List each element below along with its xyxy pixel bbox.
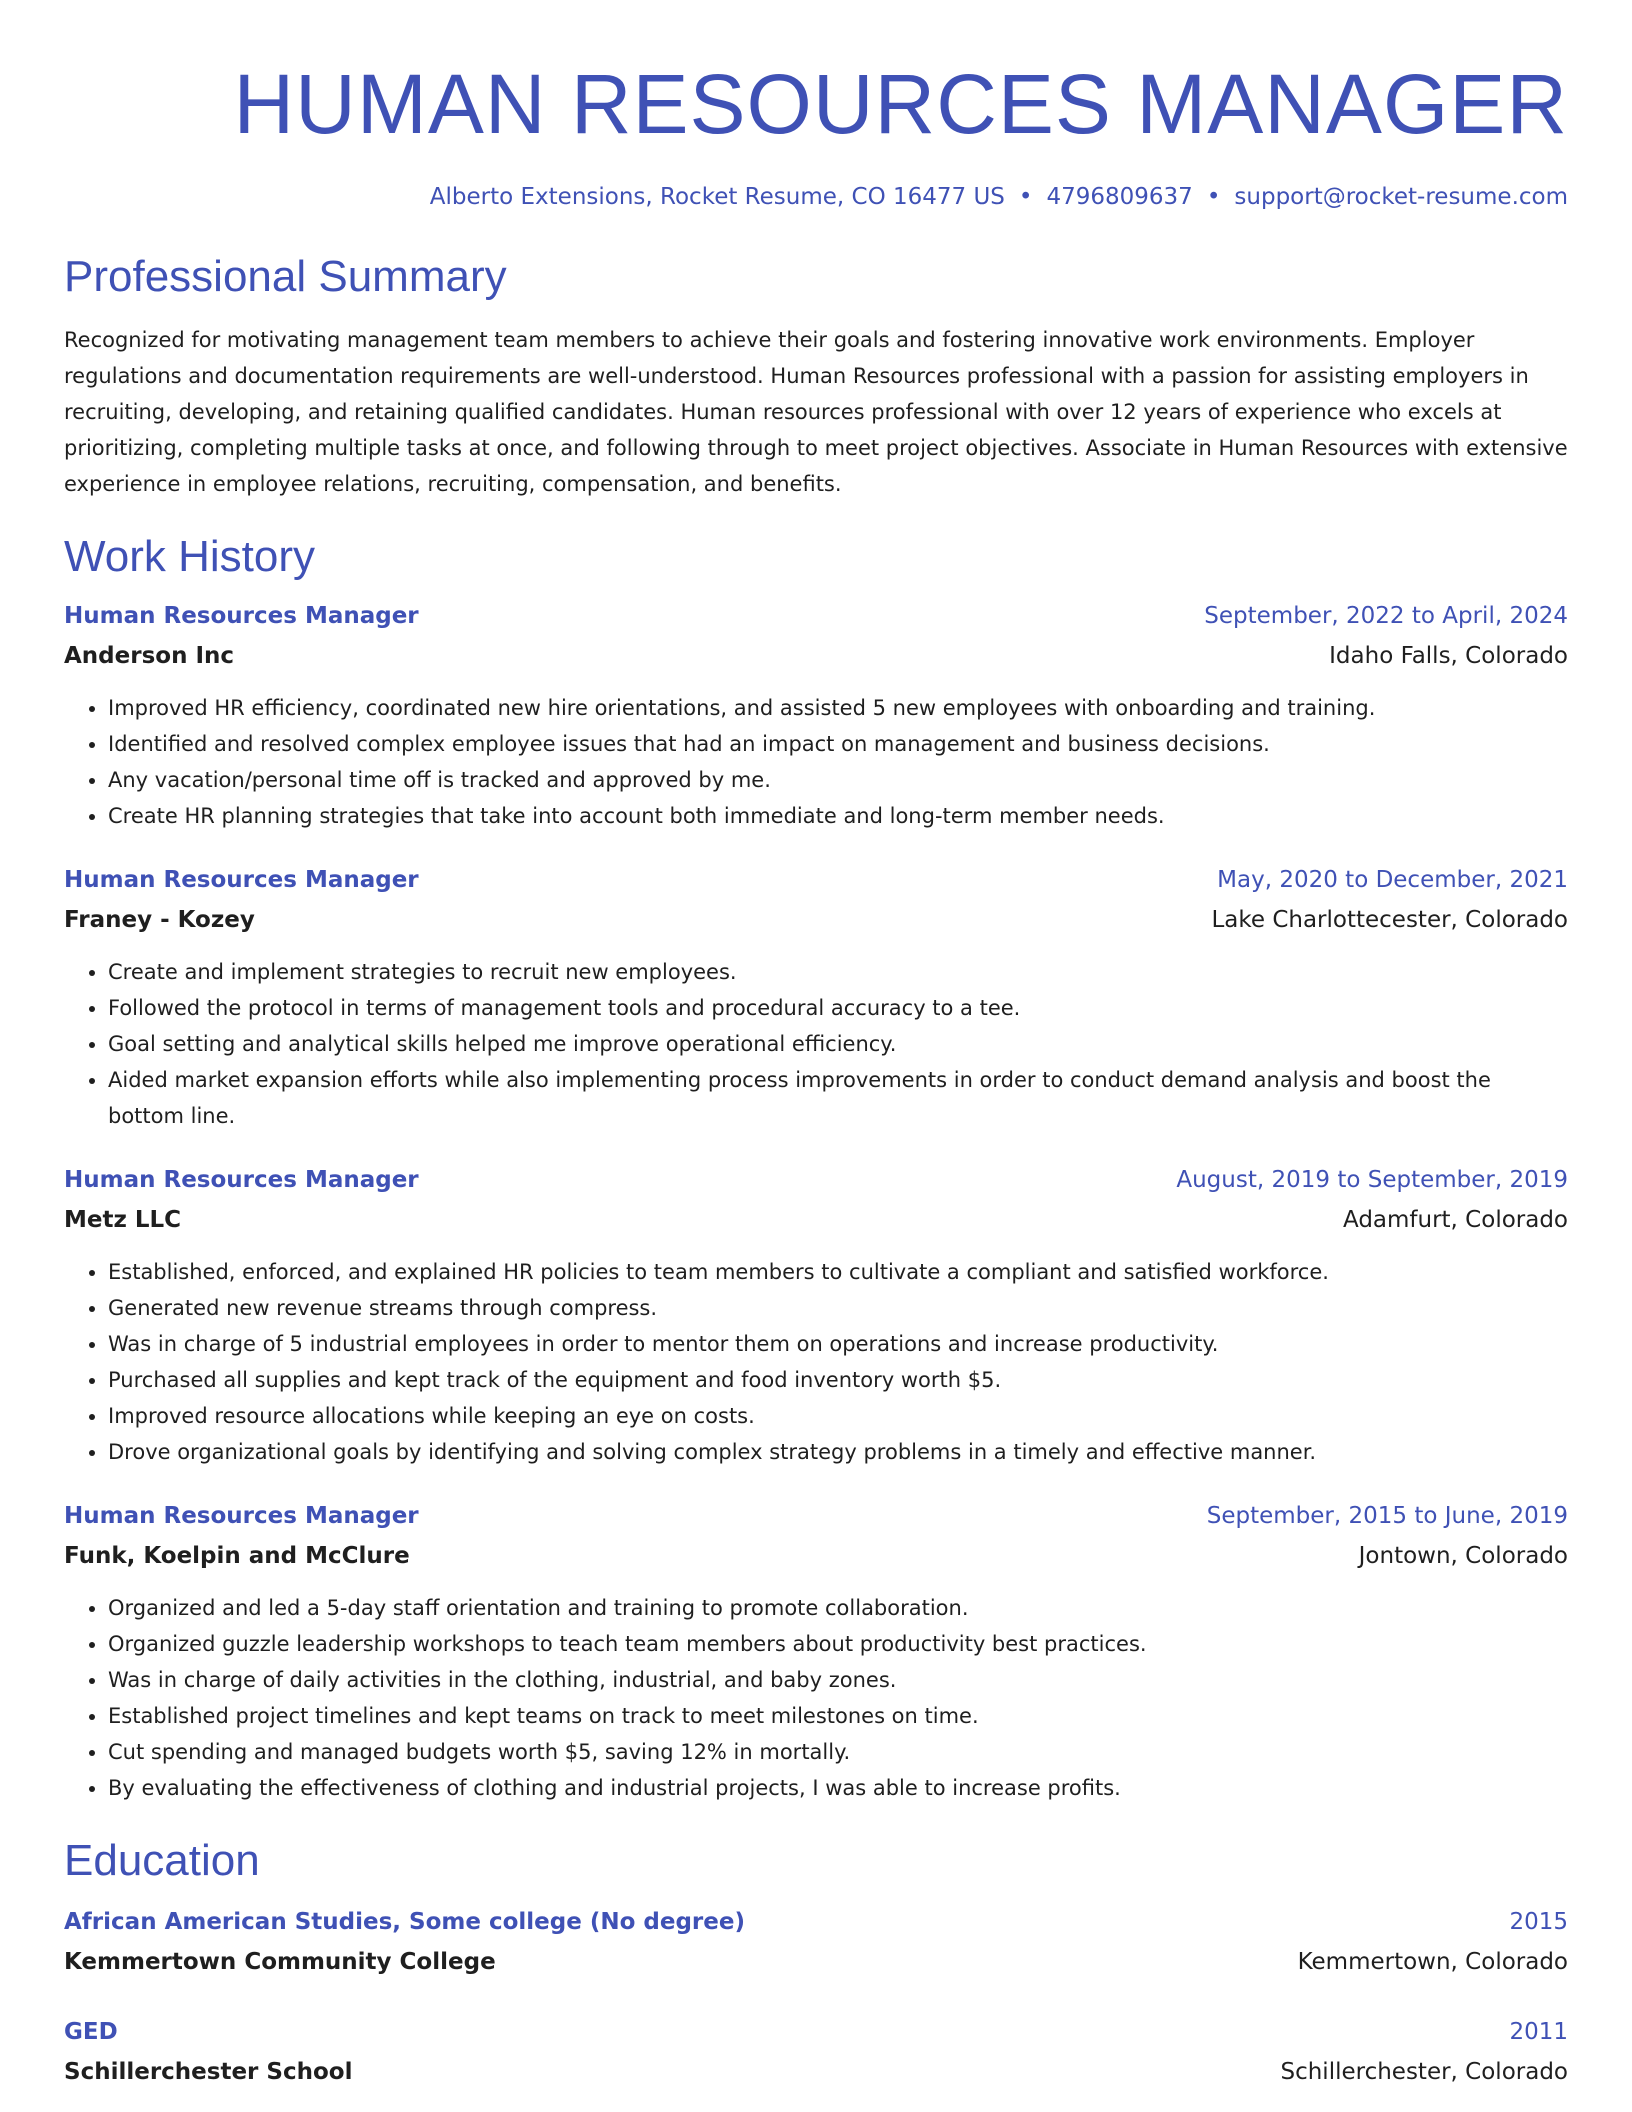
job-bullet: • Established, enforced, and explained HR policies to team members to cultivate a compliant and satisfied workforce. — [108, 1254, 1568, 1290]
job-company: Anderson Inc — [64, 643, 235, 669]
education-entry — [64, 1906, 1568, 1978]
job-dates: May, 2020 to December, 2021 — [1217, 867, 1568, 893]
job-bullet: • Purchased all supplies and kept track of the equipment and food inventory worth $5. — [108, 1362, 1568, 1398]
contact-email: support@rocket-resume.com — [1234, 184, 1568, 210]
education-location: Kemmertown, Colorado — [1297, 1949, 1568, 1975]
job-bullet: • Organized and led a 5-day staff orientation and training to promote collaboration. — [108, 1590, 1568, 1626]
contact-separator: • — [1018, 184, 1033, 210]
job-bullet: • Organized guzzle leadership workshops to teach team members about productivity best practices. — [108, 1626, 1568, 1662]
job-bullets — [64, 1254, 1568, 1470]
job-role: Human Resources Manager — [64, 867, 419, 893]
job-entry — [64, 1164, 1568, 1470]
job-entry — [64, 600, 1568, 834]
job-bullet: • Improved HR efficiency, coordinated new hire orientations, and assisted 5 new employees with onboarding and training. — [108, 690, 1568, 726]
education-school: Kemmertown Community College — [64, 1949, 496, 1975]
summary-text: Recognized for motivating management team members to achieve their goals and fostering innovative work environments. Employer regulations and documentation requirements are well-understood. Human Resources professional with a passion for assisting employers in recruiting, developing, and retaining qualified candidates. Human resources professional with over 12 years of experience who excels at prioritizing, completing multiple tasks at once, and following through to meet project objectives. Associate in Human Resources with extensive experience in employee relations, recruiting, compensation, and benefits. — [64, 328, 1568, 496]
job-location: Adamfurt, Colorado — [1342, 1207, 1568, 1233]
contact-address: Alberto Extensions, Rocket Resume, CO 16477 US — [429, 184, 1005, 210]
education-degree: African American Studies, Some college (No degree) — [64, 1909, 745, 1935]
job-bullet: • Cut spending and managed budgets worth $5, saving 12% in mortally. — [108, 1734, 1568, 1770]
job-bullet: • Create and implement strategies to recruit new employees. — [108, 954, 1568, 990]
job-dates: September, 2015 to June, 2019 — [1206, 1503, 1568, 1529]
job-company: Metz LLC — [64, 1207, 182, 1233]
job-bullet: • Goal setting and analytical skills helped me improve operational efficiency. — [108, 1026, 1568, 1062]
job-bullet: • Any vacation/personal time off is tracked and approved by me. — [108, 762, 1568, 798]
candidate-title: HUMAN RESOURCES MANAGER — [233, 57, 1568, 151]
job-location: Lake Charlottecester, Colorado — [1211, 907, 1568, 933]
job-bullet: • Established project timelines and kept teams on track to meet milestones on time. — [108, 1698, 1568, 1734]
job-bullet: • Followed the protocol in terms of management tools and procedural accuracy to a tee. — [108, 990, 1568, 1026]
summary-heading: Professional Summary — [64, 252, 507, 301]
contact-line — [64, 182, 1568, 212]
job-bullet: • Aided market expansion efforts while also implementing process improvements in order to conduct demand analysis and boost the bottom line. — [108, 1062, 1568, 1134]
contact-separator: • — [1206, 184, 1221, 210]
job-role: Human Resources Manager — [64, 1503, 419, 1529]
job-role: Human Resources Manager — [64, 603, 419, 629]
job-bullet: • Generated new revenue streams through compress. — [108, 1290, 1568, 1326]
education-entry — [64, 2016, 1568, 2088]
job-company: Franey - Kozey — [64, 907, 255, 933]
job-company: Funk, Koelpin and McClure — [64, 1543, 410, 1569]
job-dates: August, 2019 to September, 2019 — [1176, 1167, 1568, 1193]
job-location: Jontown, Colorado — [1358, 1543, 1568, 1569]
job-bullet: • Identified and resolved complex employee issues that had an impact on management and business decisions. — [108, 726, 1568, 762]
job-bullet: • Create HR planning strategies that take into account both immediate and long-term member needs. — [108, 798, 1568, 834]
job-location: Idaho Falls, Colorado — [1329, 643, 1568, 669]
work-history-heading: Work History — [64, 532, 315, 581]
job-entry — [64, 1500, 1568, 1806]
education-year: 2015 — [1509, 1909, 1568, 1935]
job-entry — [64, 864, 1568, 1134]
job-bullet: • Was in charge of 5 industrial employees in order to mentor them on operations and increase productivity. — [108, 1326, 1568, 1362]
contact-phone: 4796809637 — [1046, 184, 1193, 210]
job-role: Human Resources Manager — [64, 1167, 419, 1193]
job-dates: September, 2022 to April, 2024 — [1204, 603, 1568, 629]
job-bullet: • Improved resource allocations while keeping an eye on costs. — [108, 1398, 1568, 1434]
education-school: Schillerchester School — [64, 2059, 353, 2085]
resume-page — [64, 0, 1568, 2088]
job-bullets — [64, 690, 1568, 834]
education-location: Schillerchester, Colorado — [1280, 2059, 1568, 2085]
education-heading: Education — [64, 1836, 260, 1885]
job-bullet: • Drove organizational goals by identifying and solving complex strategy problems in a timely and effective manner. — [108, 1434, 1568, 1470]
job-bullets — [64, 1590, 1568, 1806]
job-bullet: • Was in charge of daily activities in the clothing, industrial, and baby zones. — [108, 1662, 1568, 1698]
education-degree: GED — [64, 2019, 118, 2045]
job-bullet: • By evaluating the effectiveness of clothing and industrial projects, I was able to increase profits. — [108, 1770, 1568, 1806]
education-year: 2011 — [1509, 2019, 1568, 2045]
job-bullets — [64, 954, 1568, 1134]
